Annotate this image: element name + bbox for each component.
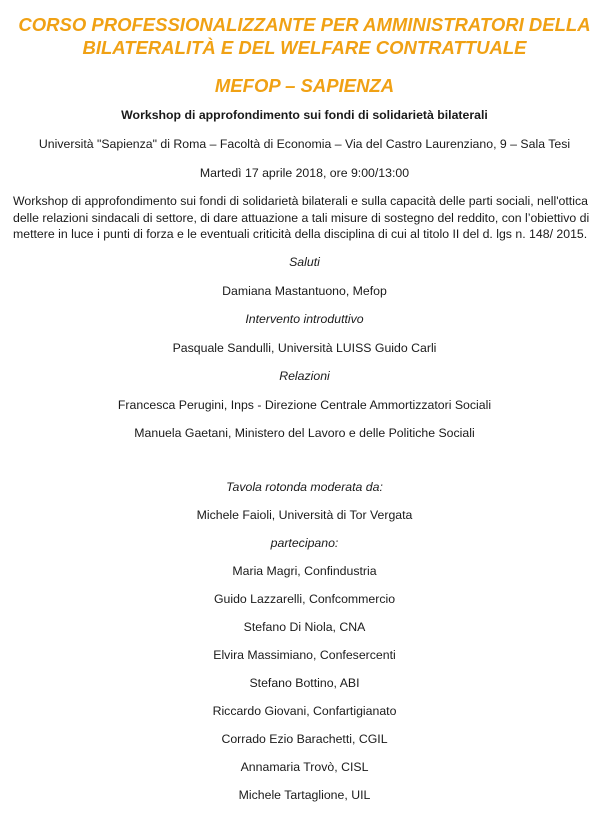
intro-line-2: delle relazioni sindacali di settore, di dare attuazione a tali misure di sostegno del reddito, con l’obiettivo di [13,210,590,225]
participant: Corrado Ezio Barachetti, CGIL [221,731,388,746]
partecipano-label: partecipano: [270,535,339,550]
participants-list [0,563,609,803]
tavola-rotonda-label: Tavola rotonda moderata da: [226,479,383,494]
course-title [0,13,609,59]
date-line: Martedì 17 aprile 2018, ore 9:00/13:00 [199,166,410,180]
intervento-label: Intervento introduttivo [245,311,364,326]
participant: Michele Tartaglione, UIL [238,787,371,802]
course-title-line-2: BILATERALITÀ E DEL WELFARE CONTRATTUALE [82,37,527,58]
saluti-speaker: Damiana Mastantuono, Mefop [222,283,387,298]
participant: Stefano Di Niola, CNA [243,619,366,634]
relazioni-speaker: Manuela Gaetani, Ministero del Lavoro e delle Politiche Sociali [134,425,475,440]
participant: Elvira Massimiano, Confesercenti [213,647,396,662]
relazioni-label: Relazioni [279,368,330,383]
relazioni-speaker: Francesca Perugini, Inps - Direzione Centrale Ammortizzatori Sociali [117,397,492,412]
participant: Stefano Bottino, ABI [249,675,360,690]
intro-line-3: mettere in luce i punti di forza e le eventuali criticità della disciplina di cui al titolo II del d. lgs n. 148/ 2015. [13,227,588,241]
course-title-line-1: CORSO PROFESSIONALIZZANTE PER AMMINISTRATORI DELLA [18,14,591,35]
workshop-heading: Workshop di approfondimento sui fondi di solidarietà bilaterali [121,108,488,122]
saluti-label: Saluti [289,254,320,269]
venue-line: Università "Sapienza" di Roma – Facoltà di Economia – Via del Castro Laurenziano, 9 – Sala Tesi [38,137,571,151]
participant: Riccardo Giovani, Confartigianato [212,703,397,718]
intro-paragraph [13,193,596,243]
intro-line-1: Workshop di approfondimento sui fondi di solidarietà bilaterali e sulla capacità delle parti sociali, nell'ottica [13,194,588,208]
document-page [0,13,609,820]
intervento-speaker: Pasquale Sandulli, Università LUISS Guido Carli [172,340,437,355]
participant: Guido Lazzarelli, Confcommercio [213,591,396,606]
course-subtitle: MEFOP – SAPIENZA [214,75,395,96]
participant: Annamaria Trovò, CISL [240,759,369,774]
moderator: Michele Faioli, Università di Tor Vergata [196,507,413,522]
participant: Maria Magri, Confindustria [232,563,377,578]
